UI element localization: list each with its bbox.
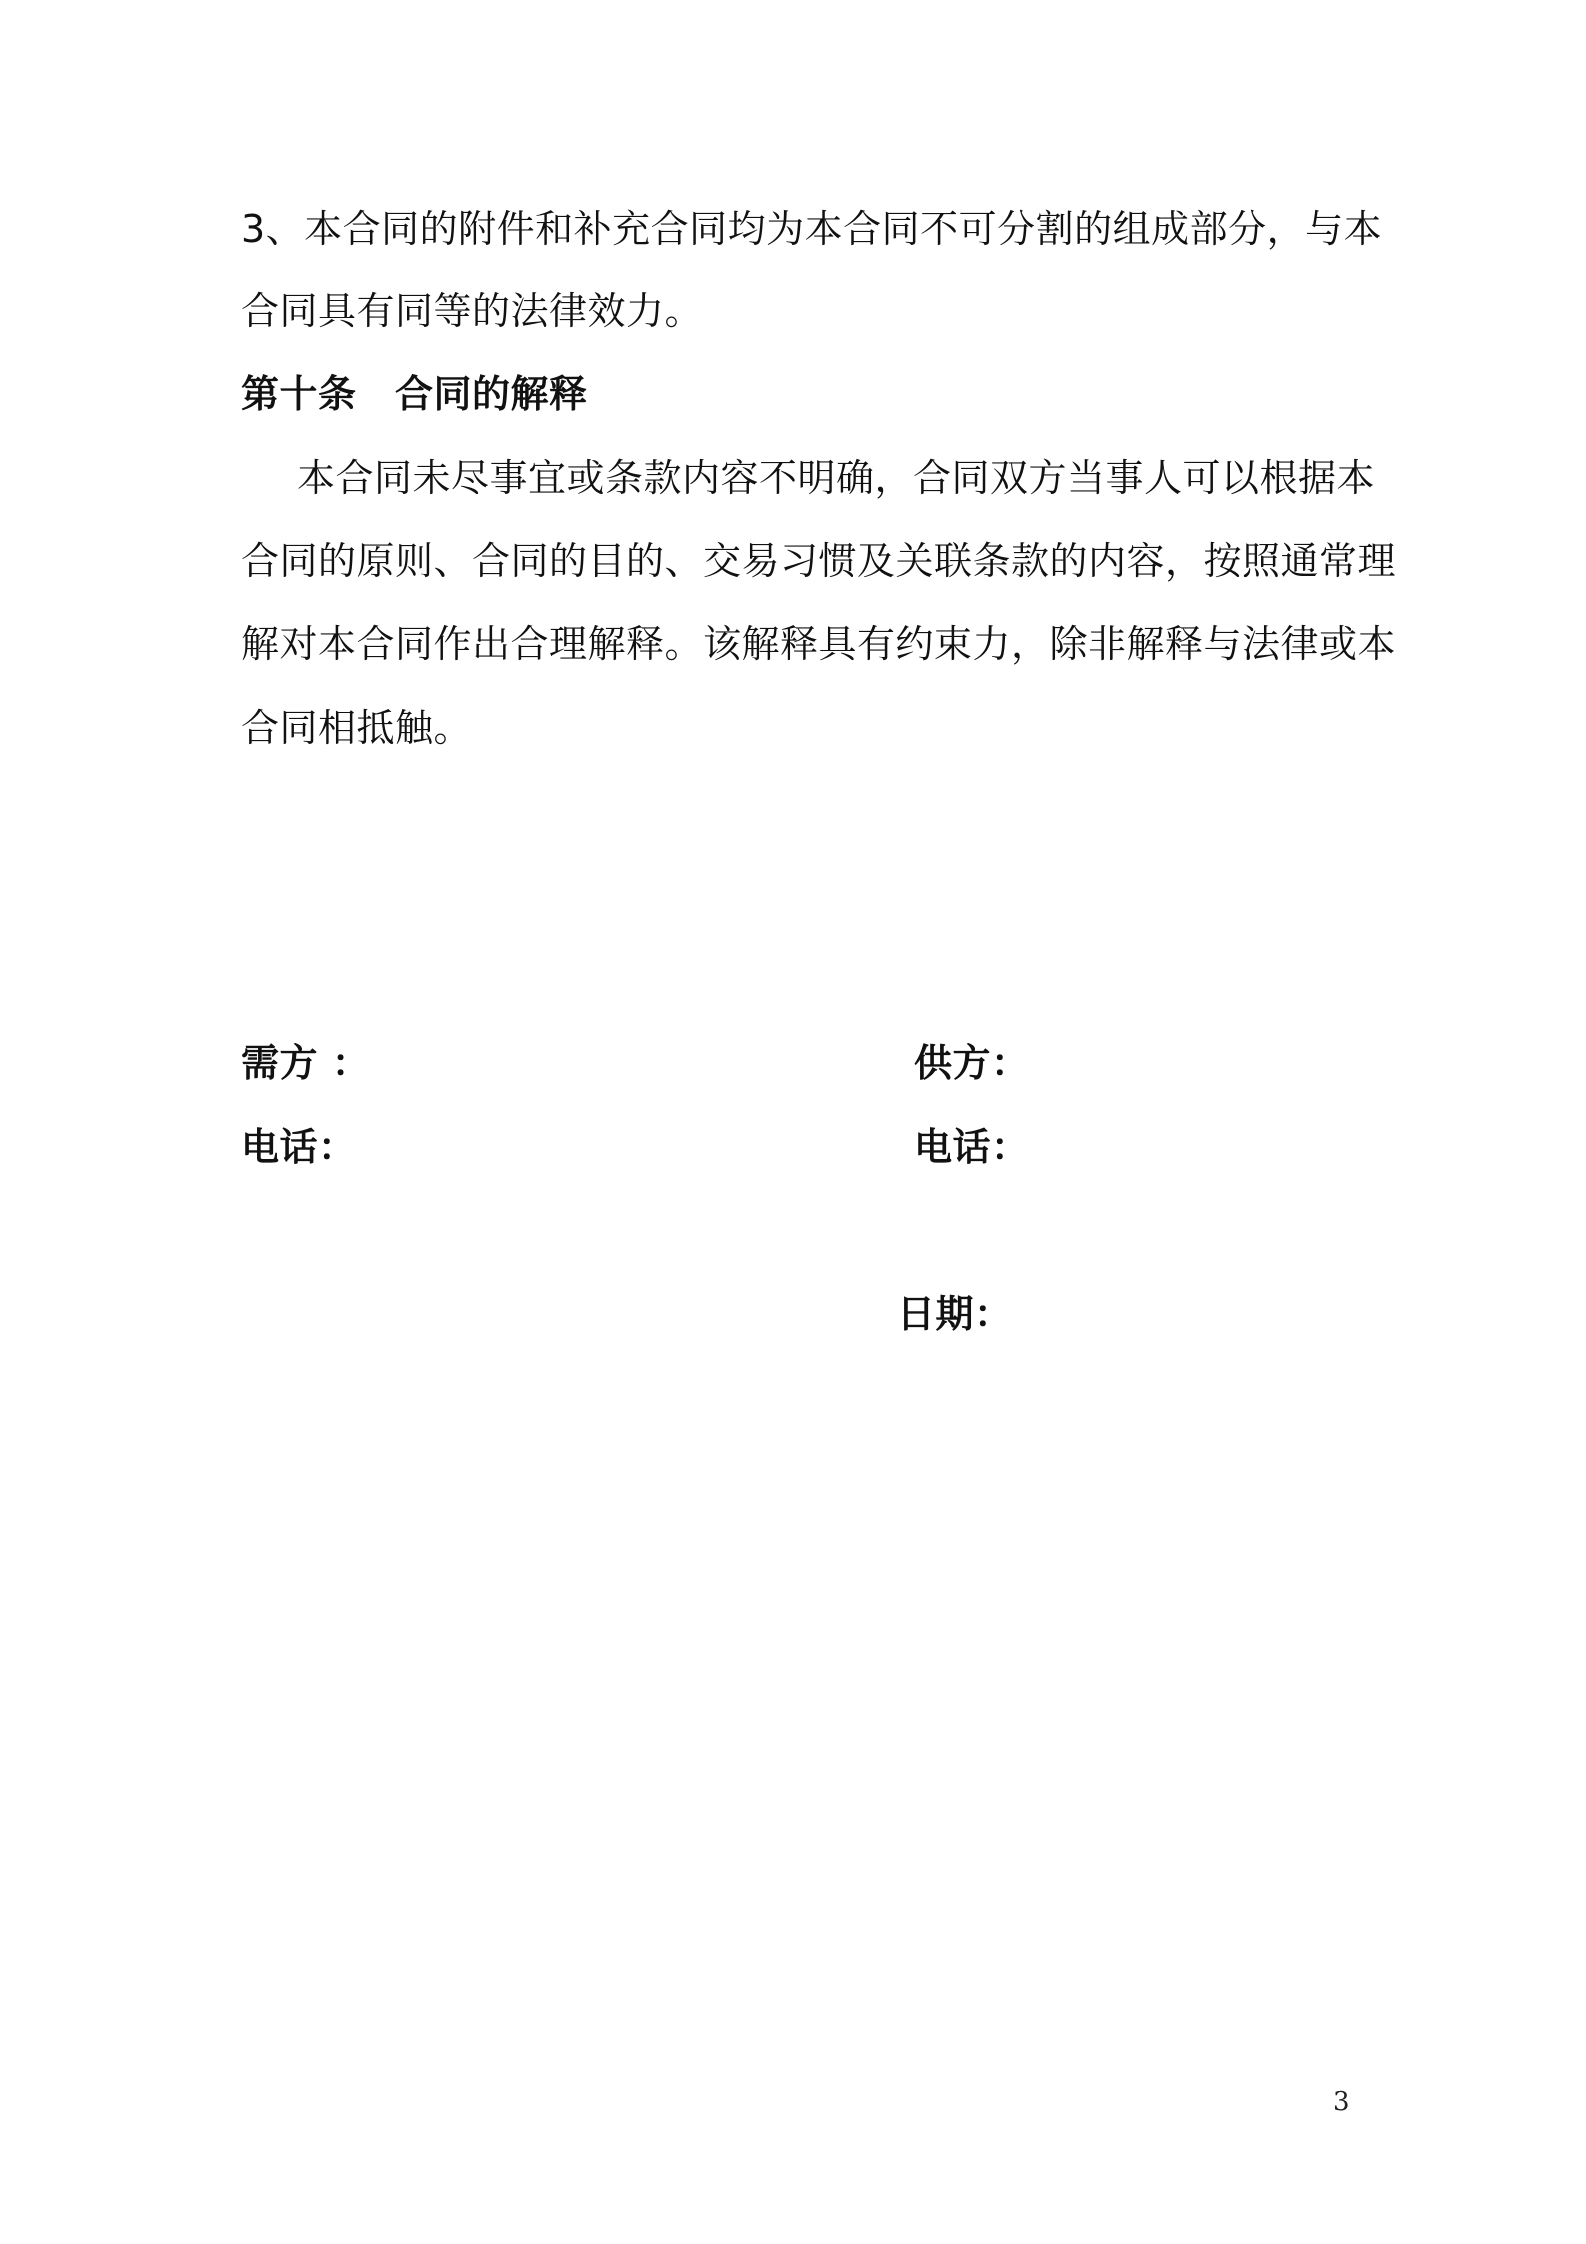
buyer-label: 需方 ：	[241, 1041, 371, 1085]
page-number: 3	[1333, 2087, 1350, 2117]
article-10-body-line-2: 合同的原则、合同的目的、交易习惯及关联条款的内容，按照通常理	[241, 539, 1397, 583]
clause-3-line-1: 3、本合同的附件和补充合同均为本合同不可分割的组成部分，与本	[241, 207, 1383, 251]
clause-3-line-2: 合同具有同等的法律效力。	[241, 289, 704, 333]
article-10-body-line-4: 合同相抵触。	[241, 706, 473, 750]
supplier-label: 供方：	[914, 1041, 1030, 1085]
date-label: 日期：	[897, 1292, 1013, 1336]
buyer-phone-label: 电话：	[241, 1125, 357, 1169]
article-10-body-line-1: 本合同未尽事宜或条款内容不明确，合同双方当事人可以根据本	[297, 456, 1376, 500]
article-10-body-line-3: 解对本合同作出合理解释。该解释具有约束力，除非解释与法律或本	[241, 622, 1397, 666]
supplier-phone-label: 电话：	[914, 1125, 1030, 1169]
article-10-heading: 第十条 合同的解释	[241, 372, 588, 416]
